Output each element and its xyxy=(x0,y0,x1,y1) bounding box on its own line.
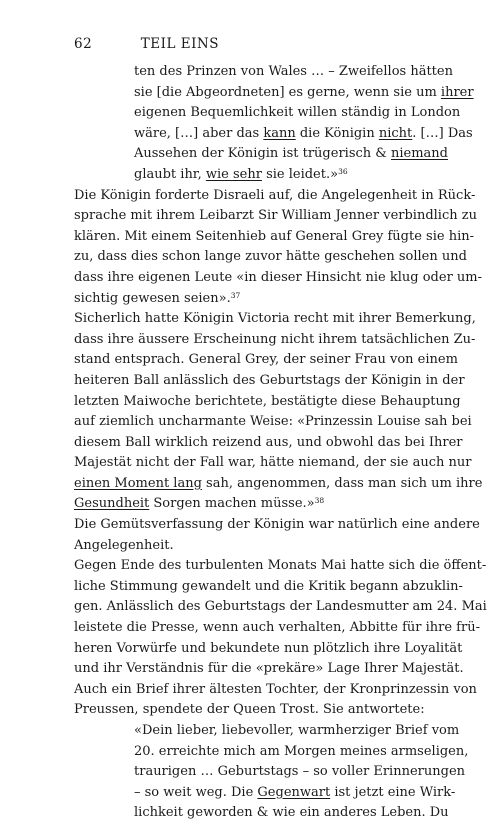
text-segment: Aussehen der Königin ist trügerisch & xyxy=(134,146,391,162)
text-segment: Sicherlich hatte Königin Victoria recht mit ihrer Bemerkung, xyxy=(74,311,476,327)
underlined-text: kann xyxy=(263,125,296,141)
running-title: TEIL EINS xyxy=(140,36,219,52)
text-segment: Gegen Ende des turbulenten Monats Mai hatte sich die öffent- xyxy=(74,558,487,574)
footnote-ref: 37 xyxy=(230,290,241,300)
footnote-ref: 38 xyxy=(314,496,325,506)
text-line xyxy=(74,371,465,392)
text-segment: zu, dass dies schon lange zuvor hätte geschehen sollen und xyxy=(74,249,467,265)
text-segment: leistete die Presse, wenn auch verhalten, Abbitte für ihre frü- xyxy=(74,620,480,636)
text-line xyxy=(74,392,461,413)
text-segment: Majestät nicht der Fall war, hätte niemand, der sie auch nur xyxy=(74,455,472,471)
text-line xyxy=(74,721,460,742)
text-segment: dass ihre eigenen Leute «in dieser Hinsicht nie klug oder um- xyxy=(74,269,483,285)
text-line xyxy=(74,803,449,824)
text-line xyxy=(74,62,453,83)
text-segment: dass ihre äussere Erscheinung nicht ihrem tatsächlichen Zu- xyxy=(74,331,476,347)
text-line xyxy=(74,453,472,474)
text-line xyxy=(74,783,456,804)
text-line xyxy=(74,659,464,680)
text-line xyxy=(74,556,487,577)
text-line xyxy=(74,165,440,186)
underlined-text: Gesundheit xyxy=(74,496,150,512)
text-segment: lichkeit geworden & wie ein anderes Leben. Du xyxy=(134,805,449,821)
text-segment: Sorgen machen müsse.» xyxy=(149,496,315,512)
text-segment: Preussen, spendete der Queen Trost. Sie antwortete: xyxy=(74,702,425,718)
text-segment: ist jetzt eine Wirk- xyxy=(330,784,456,800)
text-line xyxy=(74,103,461,124)
text-segment: liche Stimmung gewandelt und die Kritik begann abzuklin- xyxy=(74,578,463,594)
text-line xyxy=(74,309,476,330)
text-segment: sprache mit ihrem Leibarzt Sir William Jenner verbindlich zu xyxy=(74,208,477,224)
text-segment: – so weit weg. Die xyxy=(134,784,258,800)
text-segment: sie leidet.» xyxy=(261,166,339,182)
underlined-text: wie sehr xyxy=(205,166,262,182)
text-segment: glaubt ihr, xyxy=(134,166,206,182)
text-line xyxy=(74,227,474,248)
text-segment: sie [die Abgeordneten] es gerne, wenn sie um xyxy=(134,84,441,100)
underlined-text: einen Moment lang xyxy=(74,475,202,491)
text-line xyxy=(74,515,480,536)
text-segment: diesem Ball wirklich reizend aus, und obwohl das bei Ihrer xyxy=(74,434,463,450)
text-line xyxy=(74,124,473,145)
text-line xyxy=(74,247,467,268)
body-text xyxy=(74,62,487,824)
underlined-text: ihrer xyxy=(440,84,474,100)
text-line xyxy=(74,412,472,433)
text-segment: gen. Anlässlich des Geburtstags der Landesmutter am 24. Mai xyxy=(74,599,487,615)
text-line xyxy=(74,474,483,495)
text-segment: heren Vorwürfe und bekundete nun plötzlich ihre Loyalität xyxy=(74,640,463,656)
text-line xyxy=(74,536,440,557)
text-segment: auf ziemlich uncharmante Weise: «Prinzessin Louise sah bei xyxy=(74,414,472,430)
text-line xyxy=(74,639,463,660)
text-line xyxy=(74,330,476,351)
text-segment: Auch ein Brief ihrer ältesten Tochter, der Kronprinzessin von xyxy=(74,681,477,697)
text-line xyxy=(74,350,458,371)
text-line xyxy=(74,618,480,639)
text-segment: sichtig gewesen seien». xyxy=(74,290,231,306)
text-line xyxy=(74,597,487,618)
text-segment: 20. erreichte mich am Morgen meines armseligen, xyxy=(134,743,469,759)
text-segment: stand entsprach. General Grey, der seiner Frau von einem xyxy=(74,352,458,368)
text-segment: die Königin xyxy=(295,125,379,141)
text-line xyxy=(74,577,463,598)
text-line xyxy=(74,680,477,701)
text-segment: Die Gemütsverfassung der Königin war natürlich eine andere xyxy=(74,517,480,533)
text-line xyxy=(74,144,448,165)
text-line xyxy=(74,433,463,454)
footnote-ref: 36 xyxy=(338,166,348,176)
text-segment: letzten Maiwoche berichtete, bestätigte diese Behauptung xyxy=(74,393,461,409)
text-segment: sah, angenommen, dass man sich um ihre xyxy=(201,475,483,491)
text-segment: wäre, […] aber das xyxy=(134,125,264,141)
underlined-text: niemand xyxy=(390,146,448,162)
text-line xyxy=(74,186,476,207)
text-segment: . […] Das xyxy=(412,125,473,141)
text-line xyxy=(74,742,469,763)
text-segment: «Dein lieber, liebevoller, warmherziger Brief vom xyxy=(134,723,460,738)
text-line xyxy=(74,494,440,515)
running-header xyxy=(74,36,219,52)
underlined-text: nicht xyxy=(378,125,413,141)
text-segment: Angelegenheit. xyxy=(74,537,174,553)
text-line xyxy=(74,268,483,289)
text-line xyxy=(74,700,440,721)
page-number: 62 xyxy=(74,36,93,52)
text-segment: klären. Mit einem Seitenhieb auf General Grey fügte sie hin- xyxy=(74,228,474,244)
text-segment: heiteren Ball anlässlich des Geburtstags der Königin in der xyxy=(74,372,465,388)
text-segment: und ihr Verständnis für die «prekäre» Lage Ihrer Majestät. xyxy=(74,661,464,677)
underlined-text: Gegenwart xyxy=(257,784,331,800)
text-segment: ten des Prinzen von Wales … – Zweifellos hätten xyxy=(134,64,453,79)
text-segment: eigenen Bequemlichkeit willen ständig in London xyxy=(134,105,461,121)
text-segment: traurigen … Geburtstags – so voller Erinnerungen xyxy=(134,764,466,780)
text-line xyxy=(74,206,477,227)
text-segment: Die Königin forderte Disraeli auf, die Angelegenheit in Rück- xyxy=(74,187,476,203)
text-line xyxy=(74,289,440,310)
text-line xyxy=(74,762,466,783)
text-line xyxy=(74,83,474,104)
